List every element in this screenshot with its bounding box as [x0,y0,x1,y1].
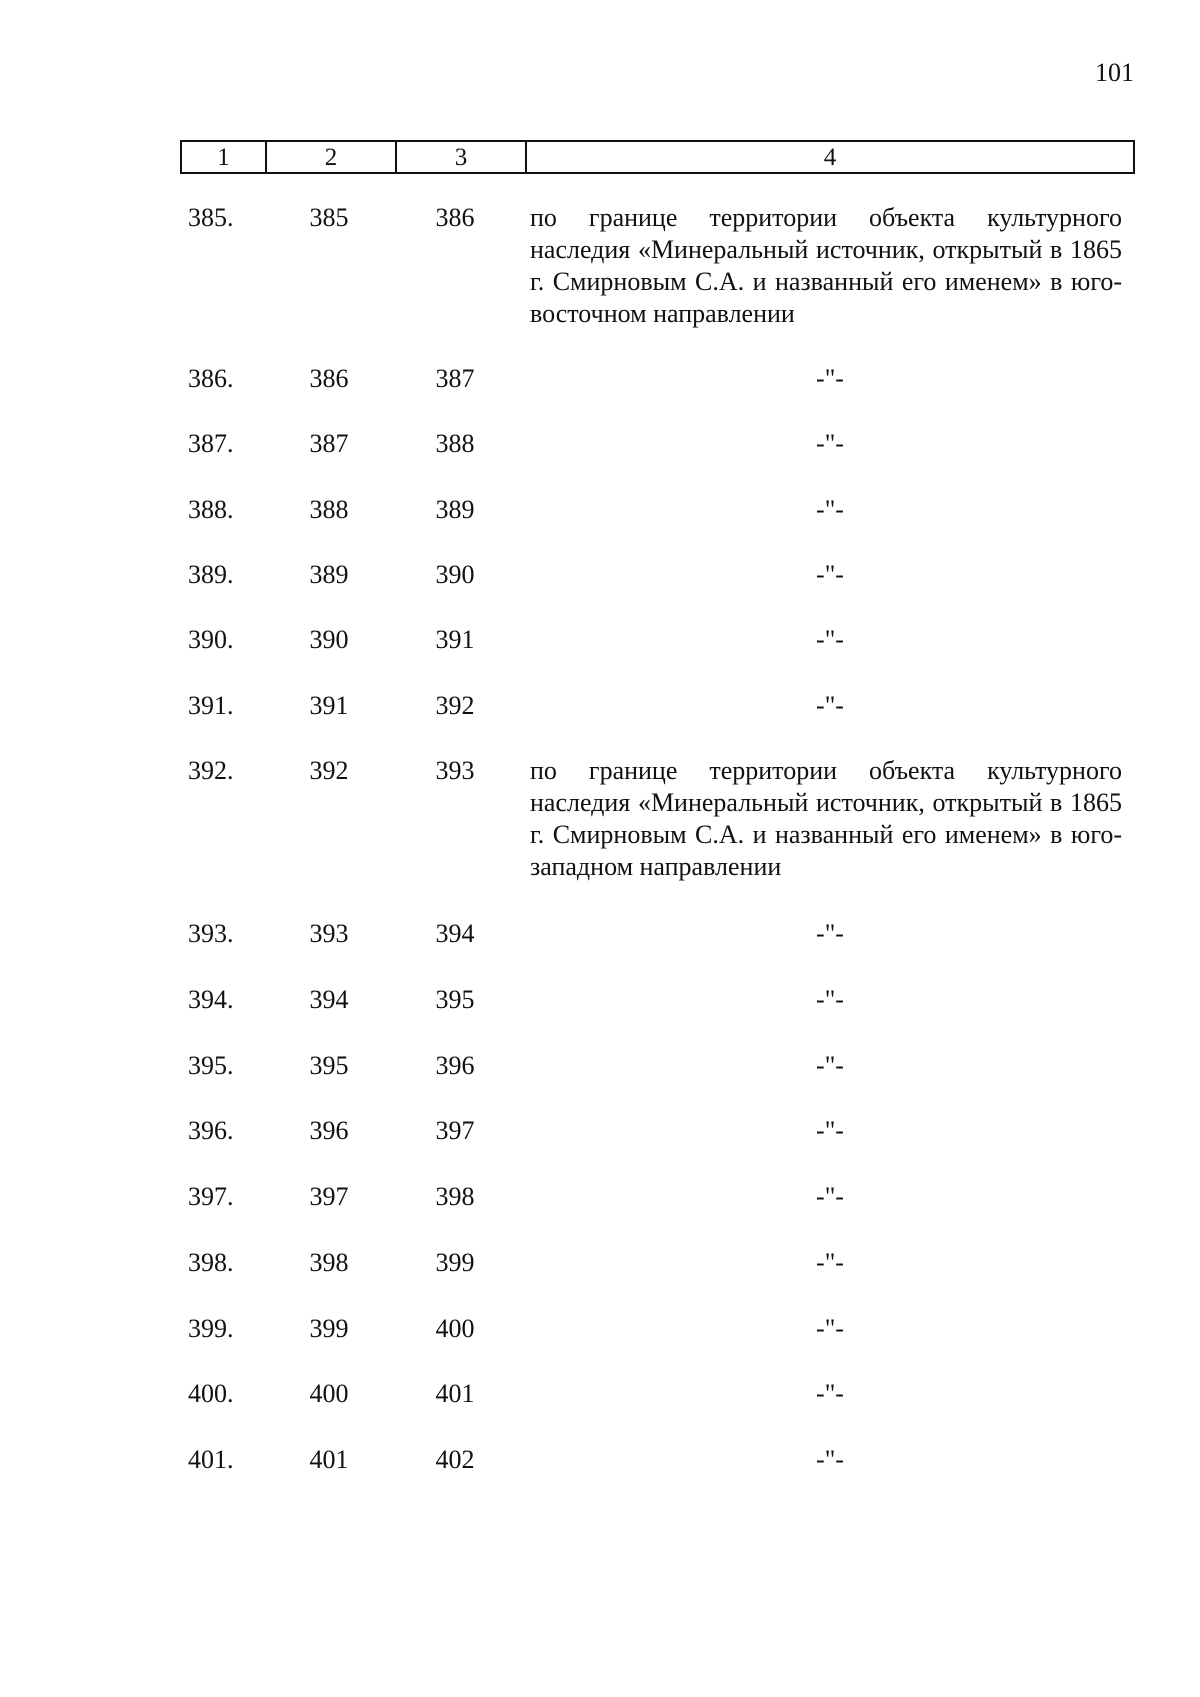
row-number: 400. [188,1379,234,1408]
ditto-mark: -"- [816,985,844,1014]
point-to: 394 [435,919,475,948]
row-number: 389. [188,560,234,589]
row-number: 393. [188,919,234,948]
ditto-mark: -"- [816,1379,844,1408]
boundary-description: по границе территории объекта культурного наследия «Минеральный источник, открытый в 1865 г. Смирновым С.А. и названный его именем» в юго-восточном направлении [530,203,1122,328]
ditto-mark: -"- [816,560,844,589]
row-number: 401. [188,1445,234,1474]
page-number: 101 [1095,58,1134,87]
row-number: 392. [188,756,234,785]
point-to: 402 [435,1445,475,1474]
boundary-description: по границе территории объекта культурного наследия «Минеральный источник, открытый в 1865 г. Смирновым С.А. и названный его именем» в юго-западном направлении [530,756,1122,881]
point-to: 395 [435,985,475,1014]
ditto-mark: -"- [816,495,844,524]
header-col-2: 2 [265,142,395,172]
row-number: 396. [188,1116,234,1145]
row-number: 399. [188,1314,234,1343]
point-from: 400 [309,1379,349,1408]
ditto-mark: -"- [816,1116,844,1145]
row-number: 395. [188,1051,234,1080]
row-number: 387. [188,429,234,458]
point-from: 389 [309,560,349,589]
point-to: 386 [435,203,475,232]
point-to: 387 [435,364,475,393]
point-to: 397 [435,1116,475,1145]
point-from: 386 [309,364,349,393]
row-number: 397. [188,1182,234,1211]
point-from: 391 [309,691,349,720]
point-from: 388 [309,495,349,524]
ditto-mark: -"- [816,364,844,393]
point-to: 398 [435,1182,475,1211]
row-number: 386. [188,364,234,393]
point-to: 401 [435,1379,475,1408]
point-to: 392 [435,691,475,720]
point-from: 385 [309,203,349,232]
point-to: 390 [435,560,475,589]
point-from: 392 [309,756,349,785]
ditto-mark: -"- [816,1051,844,1080]
row-number: 390. [188,625,234,654]
point-from: 395 [309,1051,349,1080]
ditto-mark: -"- [816,1248,844,1277]
point-from: 394 [309,985,349,1014]
point-from: 399 [309,1314,349,1343]
ditto-mark: -"- [816,691,844,720]
header-col-4: 4 [525,142,1133,172]
point-to: 393 [435,756,475,785]
header-col-3: 3 [395,142,525,172]
row-number: 391. [188,691,234,720]
point-from: 401 [309,1445,349,1474]
row-number: 388. [188,495,234,524]
point-from: 390 [309,625,349,654]
point-to: 389 [435,495,475,524]
ditto-mark: -"- [816,1314,844,1343]
point-from: 398 [309,1248,349,1277]
point-from: 397 [309,1182,349,1211]
point-from: 393 [309,919,349,948]
ditto-mark: -"- [816,1182,844,1211]
point-to: 388 [435,429,475,458]
point-to: 391 [435,625,475,654]
point-from: 396 [309,1116,349,1145]
ditto-mark: -"- [816,919,844,948]
row-number: 398. [188,1248,234,1277]
row-number: 394. [188,985,234,1014]
point-to: 400 [435,1314,475,1343]
ditto-mark: -"- [816,1445,844,1474]
point-from: 387 [309,429,349,458]
ditto-mark: -"- [816,625,844,654]
ditto-mark: -"- [816,429,844,458]
row-number: 385. [188,203,234,232]
point-to: 396 [435,1051,475,1080]
point-to: 399 [435,1248,475,1277]
header-col-1: 1 [217,144,230,171]
